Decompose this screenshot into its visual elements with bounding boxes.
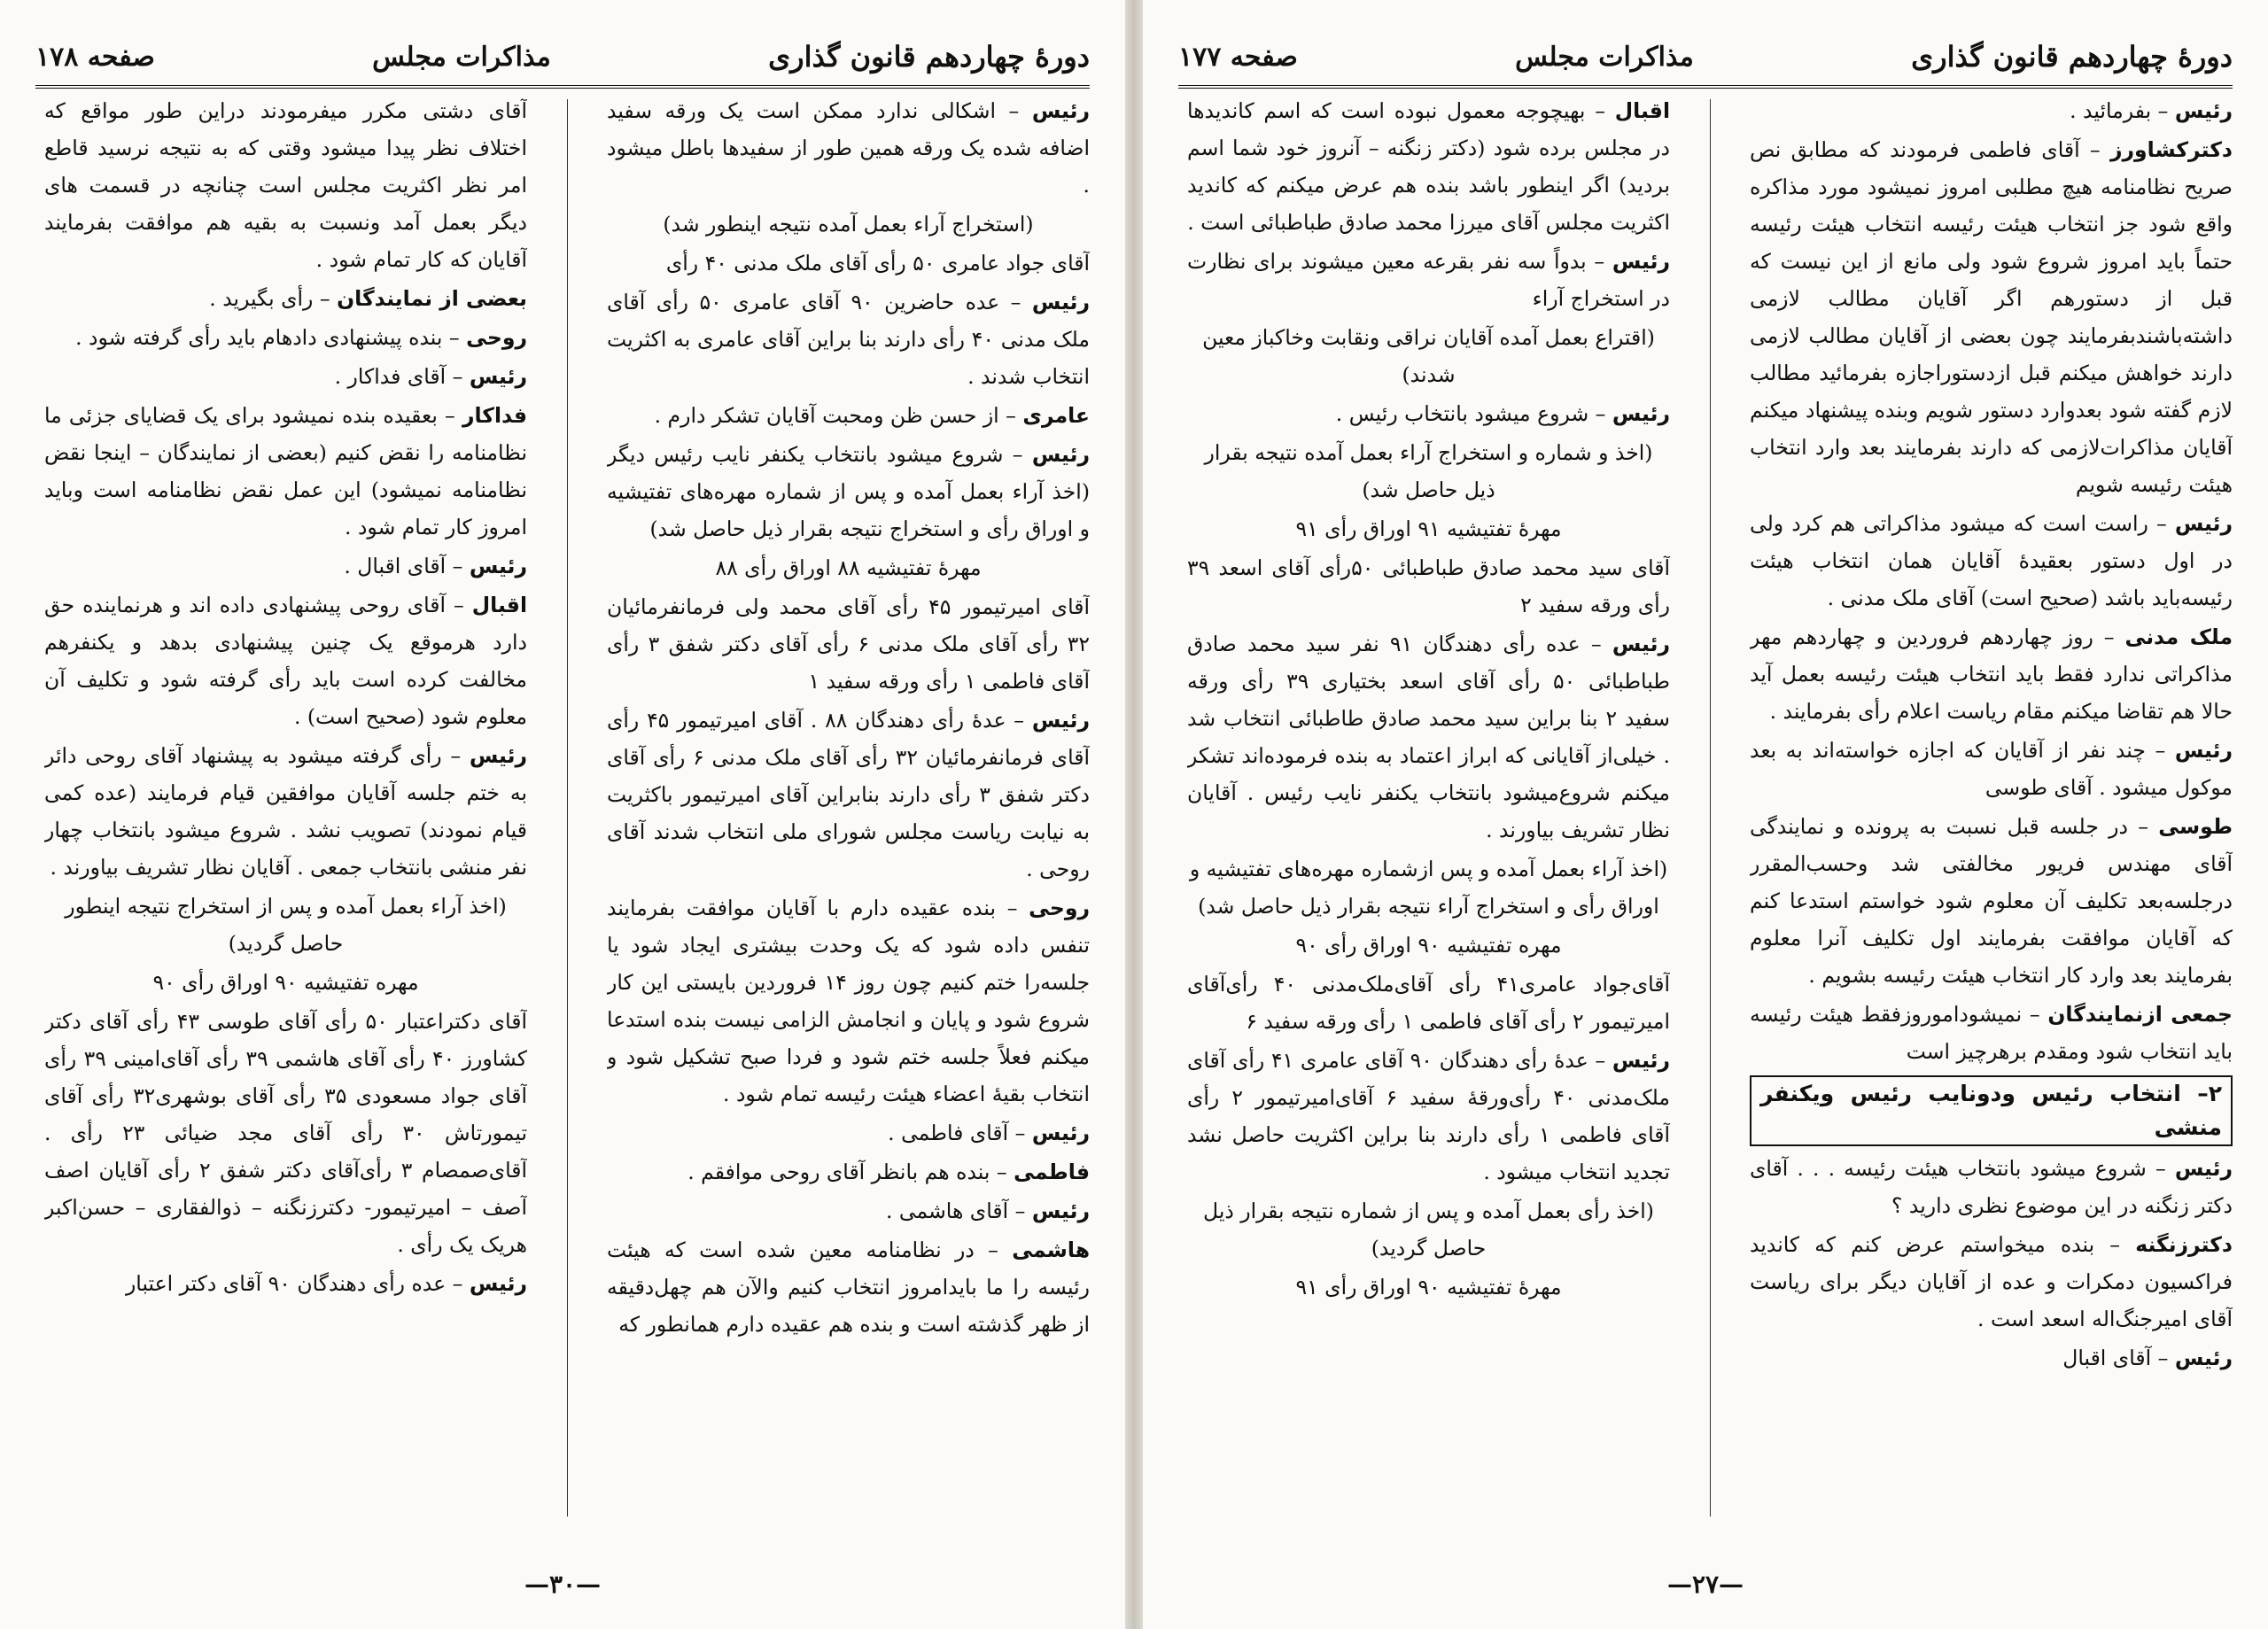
header-rule xyxy=(35,85,1090,89)
page-header xyxy=(35,32,1090,81)
paragraph: فداکار – بعقیده بنده نمیشود برای یک قضایای جزئی ما نظامنامه را نقض کنیم (بعضی از نمایندگان – اینجا نقض نظامنامه نمیشود) این عمل نقض نظامنامه است وباید امروز کار تمام شود . xyxy=(44,403,527,539)
columns xyxy=(1187,92,2233,1558)
paragraph: رئیس – عده رأی دهندگان ۹۰ آقای دکتر اعتبار xyxy=(125,1271,527,1296)
columns xyxy=(44,92,1090,1558)
paragraph: آقای دشتی مکرر میفرمودند دراین طور مواقع که اختلاف نظر پیدا میشود وقتی که به نتیجه نرسید قاطع امر نظر اکثریت مجلس است چنانچه در قسمت های دیگر بعمل آمد ونسبت به بقیه هم موافقت بفرمایند آقایان که کار تمام شود . xyxy=(44,98,527,272)
paragraph: اقبال – آقای روحی پیشنهادی داده اند و هرنماینده حق دارد هرموقع یک چنین پیشنهادی بدهد و یکنفرهم مخالفت کرده است باید رأی گرفته شود و تکلیف آن معلوم شود (صحیح است) . xyxy=(44,593,527,729)
paragraph: (استخراج آراء بعمل آمده نتیجه اینطور شد) xyxy=(663,212,1034,237)
paragraph: فاطمی – بنده هم بانظر آقای روحی موافقم . xyxy=(687,1160,1090,1184)
paragraph: مهره تفتیشیه ۹۰ اوراق رأی ۹۰ xyxy=(1295,933,1562,958)
paragraph: رئیس – آقای اقبال . xyxy=(344,554,527,578)
paragraph: رئیس – اشکالی ندارد ممکن است یک ورقه سفید اضافه شده یک ورقه همین طور از سفیدها باطل میشود . xyxy=(607,98,1090,198)
paragraph: آقای دکتراعتبار ۵۰ رأی آقای طوسی ۴۳ رأی آقای دکتر کشاورز ۴۰ رأی آقای هاشمی ۳۹ رأی آقای‌امینی ۳۹ رأی آقای جواد مسعودی ۳۵ رأی آقای بوشهری۳۲ رأی آقای تیمورتاش ۳۰ رأی آقای مجد ضیائی ۲۳ رأی . آقای‌صمصام ۳ رأی‌آقای دکتر شفق ۲ رأی آقایان اصف آصف – امیرتیمور- دکترزنگنه – ذوالفقاری – حسن‌اکبر هریک یک رأی . xyxy=(44,1009,527,1257)
paragraph: دکترکشاورز – آقای فاطمی فرمودند که مطابق نص صریح نظامنامه هیچ مطلبی امروز نمیشود مورد مذاکره واقع شود جز انتخاب هیئت رئیسه انتخاب هیئت رئیسه حتماً باید امروز شروع شود ولی مانع از این نیست که قبل از دستورهم اگر آقایان مطالب لازمی داشته‌باشندبفرمایند چون بعضی از آقایان مطالب لازمی دارند خواهش میکنم قبل ازدستوراجازه بفرمائید مطالب لازم گفته شود بعدوارد دستور شویم وبنده پیشنهاد میکنم آقایان مذاکرات‌لازمی که دارند بفرمایند بعد وارد انتخاب هیئت رئیسه شویم xyxy=(1750,137,2233,497)
paragraph: هاشمی – در نظامنامه معین شده است که هیئت رئیسه را ما بایدامروز انتخاب کنیم والآن هم چهل‌دقیقه از ظهر گذشته است و بنده هم عقیده دارم همانطور که xyxy=(607,1237,1090,1337)
paragraph: عامری – از حسن ظن ومحبت آقایان تشکر دارم . xyxy=(654,403,1090,428)
paragraph: رئیس – راست است که میشود مذاکراتی هم کرد ولی در اول دستور بعقیدهٔ آقایان همان انتخاب هیئت رئیسه‌باید باشد (صحیح است) آقای ملک مدنی . xyxy=(1750,511,2233,610)
page-number: صفحه ۱۷۷ xyxy=(1178,41,1298,73)
column-divider xyxy=(1710,99,1711,1517)
paragraph: رئیس – شروع میشود بانتخاب یکنفر نایب رئیس دیگر (اخذ آراء بعمل آمده و پس از شماره مهره‌های تفتیشیه و اوراق رأی و استخراج نتیجه بقرار ذیل حاصل شد) xyxy=(607,442,1090,541)
paragraph: آقای‌جواد عامری۴۱ رأی آقای‌ملک‌مدنی ۴۰ رأی‌آقای امیرتیمور ۲ رأی آقای فاطمی ۱ رأی ورقه سفید ۶ xyxy=(1187,972,1670,1034)
paragraph: (اخذ و شماره و استخراج آراء بعمل آمده نتیجه بقرار ذیل حاصل شد) xyxy=(1204,440,1653,502)
paragraph: آقای جواد عامری ۵۰ رأی آقای ملک مدنی ۴۰ رأی xyxy=(665,251,1090,275)
paragraph: (اقتراع بعمل آمده آقایان نراقی ونقابت وخاکباز معین شدند) xyxy=(1202,325,1655,387)
session-title: دورهٔ چهاردهم قانون گذاری xyxy=(1911,40,2233,74)
paragraph: آقای امیرتیمور ۴۵ رأی آقای محمد ولی فرمانفرمائیان ۳۲ رأی آقای ملک مدنی ۶ رأی آقای دکتر شفق ۳ رأی آقای فاطمی ۱ رأی ورقه سفید ۱ xyxy=(607,594,1090,694)
paragraph: رئیس – شروع میشود بانتخاب هیئت رئیسه . . . آقای دکتر زنگنه در این موضوع نظری دارید ؟ xyxy=(1750,1156,2233,1218)
journal-title: مذاکرات مجلس xyxy=(1515,41,1694,73)
page-number: صفحه ۱۷۸ xyxy=(35,41,155,73)
session-title: دورهٔ چهاردهم قانون گذاری xyxy=(768,40,1090,74)
right-page xyxy=(1143,0,2268,1629)
paragraph: رئیس – چند نفر از آقایان که اجازه خواسته‌اند به بعد موکول میشود . آقای طوسی xyxy=(1750,738,2233,800)
paragraph: رئیس – بدواً سه نفر بقرعه معین میشوند برای نظارت در استخراج آراء xyxy=(1187,249,1670,311)
paragraph: رئیس – عده رأی دهندگان ۹۱ نفر سید محمد صادق طباطبائی ۵۰ رأی آقای اسعد بختیاری ۳۹ رأی ورقه سفید ۲ بنا براین سید محمد صادق طاطبائی انتخاب شد . خیلی‌از آقایانی که ابراز اعتماد به بنده فرموده‌اند تشکر میکنم شروع‌میشود بانتخاب یکنفر نایب رئیس . آقایان نظار تشریف بیاورند . xyxy=(1187,632,1670,842)
page-footer: —۳۰— xyxy=(524,1570,602,1599)
paragraph: مهرهٔ تفتیشیه ۸۸ اوراق رأی ۸۸ xyxy=(715,555,982,580)
paragraph: (اخذ آراء بعمل آمده و پس ازشماره مهره‌های تفتیشیه و اوراق رأی و استخراج آراء نتیجه بقرار ذیل حاصل شد) xyxy=(1189,857,1668,919)
paragraph: رئیس – آقای فاطمی . xyxy=(888,1121,1090,1145)
paragraph: مهرهٔ تفتیشیه ۹۰ اوراق رأی ۹۱ xyxy=(1295,1275,1562,1299)
journal-title: مذاکرات مجلس xyxy=(372,41,551,73)
section-heading: ۲– انتخاب رئیس ودونایب رئیس ویکنفر منشی xyxy=(1750,1075,2233,1146)
column-divider xyxy=(567,99,568,1517)
paragraph: اقبال – بهیچوجه معمول نبوده است که اسم کاندیدها در مجلس برده شود (دکتر زنگنه – آنروز خود شما اسم بردید) اگر اینطور باشد بنده هم عرض میکنم که کاندید اکثریت مجلس آقای میرزا محمد صادق طباطبائی است . xyxy=(1187,98,1670,235)
paragraph: مهره تفتیشیه ۹۰ اوراق رأی ۹۰ xyxy=(152,970,419,995)
page-header xyxy=(1178,32,2233,81)
column-left xyxy=(44,92,527,1558)
column-left xyxy=(1187,92,1670,1558)
paragraph: رئیس – عدهٔ رأی دهندگان ۸۸ . آقای امیرتیمور ۴۵ رأی آقای فرمانفرمائیان ۳۲ رأی آقای ملک مدنی ۶ رأی آقای دکتر شفق ۳ رأی دارند بنابراین آقای امیرتیمور باکثریت به نیابت ریاست مجلس شورای ملی انتخاب شدند آقای روحی . xyxy=(607,708,1090,881)
paragraph: (اخذ رأی بعمل آمده و پس از شماره نتیجه بقرار ذیل حاصل گردید) xyxy=(1203,1198,1654,1261)
column-right xyxy=(1750,92,2233,1558)
paragraph: طوسی – در جلسه قبل نسبت به پرونده و نمایندگی آقای مهندس فریور مخالفتی شد وحسب‌المقرر درجلسه‌بعد تکلیف آن معلوم شود خواستم استدعا کنم که آقایان موافقت بفرمایند اول تکلیف آنرا معلوم بفرمایند بعد وارد کار انتخاب هیئت رئیسه بشویم . xyxy=(1750,814,2233,988)
column-right xyxy=(607,92,1090,1558)
paragraph: رئیس – بفرمائید . xyxy=(2070,98,2233,123)
paragraph: روحی – بنده عقیده دارم با آقایان موافقت بفرمایند تنفس داده شود که یک وحدت بیشتری ایجاد شود یا جلسه‌را ختم کنیم چون روز ۱۴ فروردین بایستی این کار شروع شود و پایان و انجامش الزامی نیست بنده استدعا میکنم فعلاً جلسه ختم شود و فردا صبح تشکیل شود و انتخاب بقیهٔ اعضاء هیئت رئیسه تمام شود . xyxy=(607,896,1090,1106)
page-footer: —۲۷— xyxy=(1666,1570,1744,1599)
paragraph: رئیس – شروع میشود بانتخاب رئیس . xyxy=(1335,401,1670,426)
paragraph: ملک مدنی – روز چهاردهم فروردین و چهاردهم مهر مذاکراتی ندارد فقط باید انتخاب هیئت رئیسه بعمل آید حالا هم تقاضا میکنم مقام ریاست اعلام رأی بفرمایند . xyxy=(1750,624,2233,724)
paragraph: رئیس – عده حاضرین ۹۰ آقای عامری ۵۰ رأی آقای ملک مدنی ۴۰ رأی دارند بنا براین آقای عامری به اکثریت انتخاب شدند . xyxy=(607,290,1090,389)
left-page xyxy=(0,0,1125,1629)
paragraph: دکترزنگنه – بنده میخواستم عرض کنم که کاندید فراکسیون دمکرات و عده از آقایان دیگر برای ریاست آقای امیرجنگ‌اله اسعد است . xyxy=(1750,1232,2233,1331)
paragraph: مهرهٔ تفتیشیه ۹۱ اوراق رأی ۹۱ xyxy=(1295,516,1562,541)
paragraph: جمعی ازنمایندگان – نمیشوداموروزفقط هیئت رئیسه باید انتخاب شود ومقدم برهرچیز است xyxy=(1750,1002,2233,1064)
paragraph: رئیس – عدهٔ رأی دهندگان ۹۰ آقای عامری ۴۱ رأی آقای ملک‌مدنی ۴۰ رأی‌ورقهٔ سفید ۶ آقای‌امیرتیمور ۲ رأی آقای فاطمی ۱ رأی دارند بنا براین اکثریت حاصل نشد تجدید انتخاب میشود . xyxy=(1187,1048,1670,1184)
paragraph: بعضی از نمایندگان – رأی بگیرید . xyxy=(209,286,527,311)
paragraph: رئیس – آقای فداکار . xyxy=(334,364,527,389)
paragraph: روحی – بنده پیشنهادی دادهام باید رأی گرفته شود . xyxy=(75,325,527,350)
paragraph: رئیس – آقای هاشمی . xyxy=(885,1198,1090,1223)
book-gutter xyxy=(1125,0,1143,1629)
paragraph: (اخذ آراء بعمل آمده و پس از استخراج نتیجه اینطور حاصل گردید) xyxy=(65,894,507,956)
paragraph: آقای سید محمد صادق طباطبائی ۵۰رأی آقای اسعد ۳۹ رأی ورقه سفید ۲ xyxy=(1187,555,1670,617)
paragraph: رئیس – رأی گرفته میشود به پیشنهاد آقای روحی دائر به ختم جلسه آقایان موافقین قیام فرمایند (عده کمی قیام نمودند) تصویب نشد . شروع میشود بانتخاب چهار نفر منشی بانتخاب جمعی . آقایان نظار تشریف بیاورند . xyxy=(44,743,527,880)
header-rule xyxy=(1178,85,2233,89)
paragraph: رئیس – آقای اقبال xyxy=(2062,1346,2233,1370)
